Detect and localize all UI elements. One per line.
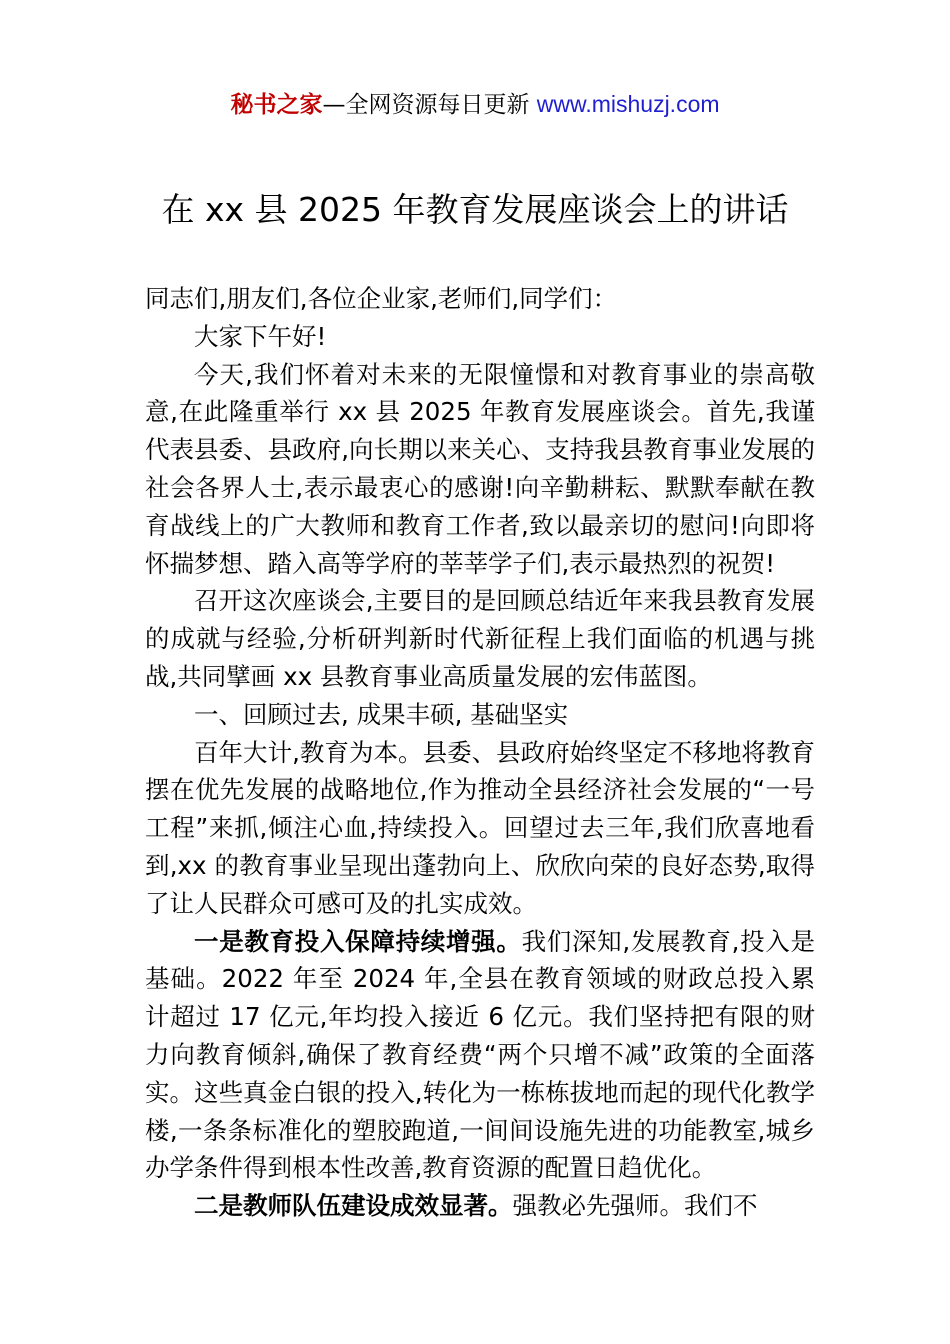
point-1-heading: 一是教育投入保障持续增强。 xyxy=(194,926,522,956)
greeting: 大家下午好! xyxy=(194,321,327,351)
paragraph-opening: 今天,我们怀着对未来的无限憧憬和对教育事业的崇高敬意,在此隆重举行 xx 县 2025 年教育发展座谈会。首先,我谨代表县委、县政府,向长期以来关心、支持我县教育事业发展的社会各界人士,表示最衷心的感谢!向辛勤耕耘、默默奉献在教育战线上的广大教师和教育工作者,致以最亲切的慰问!向即将怀揣梦想、踏入高等学府的莘莘学子们,表示最热烈的祝贺! xyxy=(145,359,815,578)
document-body xyxy=(145,280,815,1225)
point-2-text: 强教必先强师。我们不 xyxy=(512,1191,758,1221)
paragraph-purpose: 召开这次座谈会,主要目的是回顾总结近年来我县教育发展的成就与经验,分析研判新时代新征程上我们面临的机遇与挑战,共同擘画 xx 县教育事业高质量发展的宏伟蓝图。 xyxy=(145,586,815,691)
paragraph-point-1 xyxy=(145,923,815,1188)
site-brand[interactable]: 秘书之家 xyxy=(230,92,323,118)
salutation: 同志们,朋友们,各位企业家,老师们,同学们： xyxy=(145,284,618,313)
paragraph-point-2 xyxy=(145,1187,815,1225)
header-tagline: —全网资源每日更新 xyxy=(322,92,537,118)
site-header xyxy=(0,88,950,121)
paragraph-review: 百年大计,教育为本。县委、县政府始终坚定不移地将教育摆在优先发展的战略地位,作为推动全县经济社会发展的“一号工程”来抓,倾注心血,持续投入。回望过去三年,我们欣喜地看到,xx 的教育事业呈现出蓬勃向上、欣欣向荣的良好态势,取得了让人民群众可感可及的扎实成效。 xyxy=(145,737,815,918)
document-title: 在 xx 县 2025 年教育发展座谈会上的讲话 xyxy=(161,190,789,229)
point-1-text: 我们深知,发展教育,投入是基础。2022 年至 2024 年,全县在教育领域的财政总投入累计超过 17 亿元,年均投入接近 6 亿元。我们坚持把有限的财力向教育倾斜,确保了教育经费“两个只增不减”政策的全面落实。这些真金白银的投入,转化为一栋栋拔地而起的现代化教学楼,一条条标准化的塑胶跑道,一间间设施先进的功能教室,城乡办学条件得到根本性改善,教育资源的配置日趋优化。 xyxy=(145,926,815,1183)
section-heading: 一、回顾过去, 成果丰硕, 基础坚实 xyxy=(194,699,569,729)
site-url-link[interactable]: www.mishuzj.com xyxy=(536,91,720,117)
point-2-heading: 二是教师队伍建设成效显著。 xyxy=(194,1191,513,1221)
